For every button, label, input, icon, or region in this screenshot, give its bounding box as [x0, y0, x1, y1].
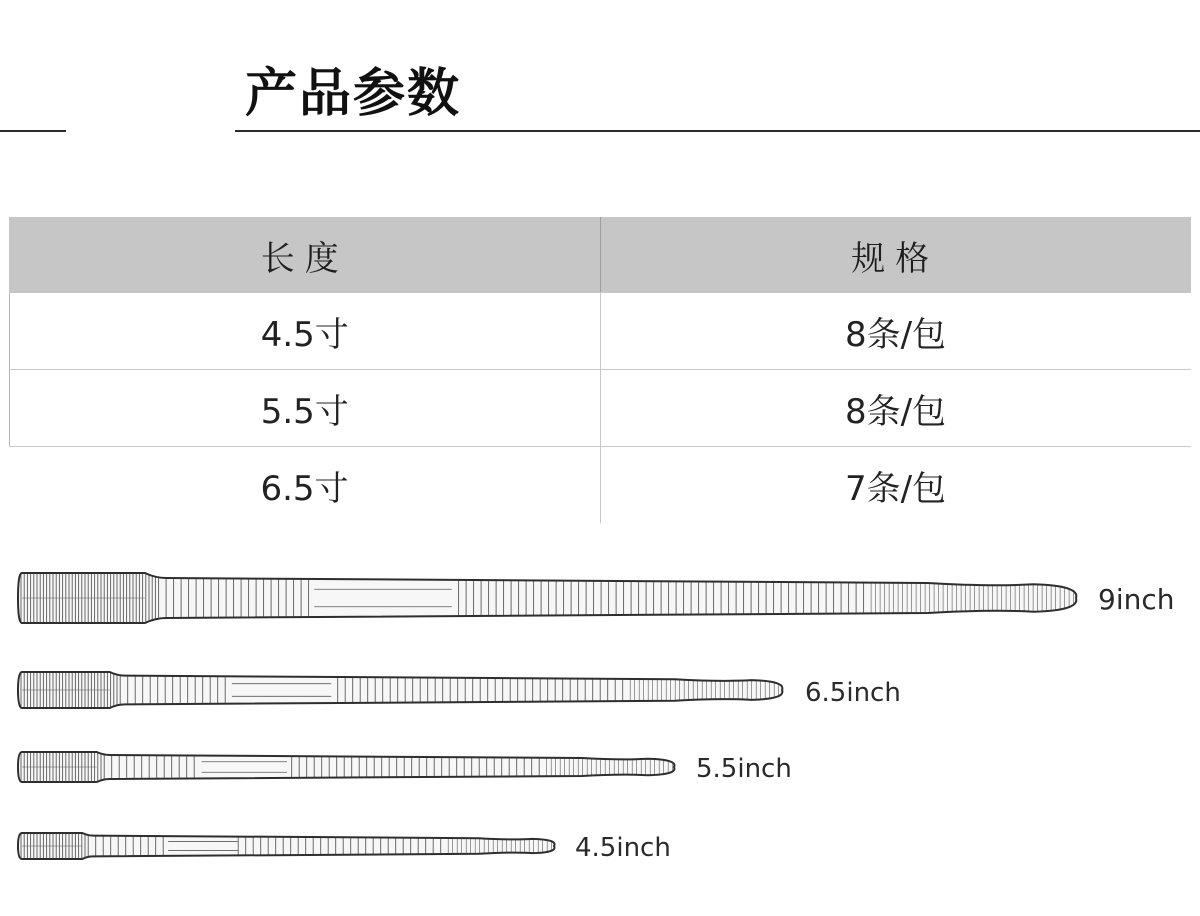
- table-header-row: [10, 218, 1191, 293]
- size-label-9inch: 9inch: [1098, 583, 1175, 616]
- lure-4-5inch: [18, 833, 671, 863]
- lure-9inch: [18, 573, 1174, 623]
- lure-6-5inch: [18, 672, 901, 708]
- size-label-4-5inch: 4.5inch: [575, 833, 671, 863]
- spec-table: [9, 217, 1191, 523]
- worm-9inch-icon: [18, 573, 1076, 623]
- table-row: [10, 370, 1191, 447]
- header-spec: 规格: [600, 218, 1191, 293]
- page-title: 产品参数: [245, 64, 462, 124]
- worm-6-5inch-icon: [18, 672, 782, 708]
- lure-size-diagram: [0, 550, 1200, 916]
- header-rule-right: [235, 130, 1200, 132]
- cell-length: 4.5寸: [10, 293, 601, 370]
- cell-length: 5.5寸: [10, 370, 601, 447]
- table-row: [10, 293, 1191, 370]
- header-rule-left: [0, 130, 66, 132]
- cell-spec: 8条/包: [600, 293, 1191, 370]
- table-row: [10, 447, 1191, 524]
- lure-5-5inch: [18, 752, 792, 784]
- cell-spec: 8条/包: [600, 370, 1191, 447]
- size-label-6-5inch: 6.5inch: [805, 678, 901, 708]
- worm-4-5inch-icon: [18, 833, 555, 859]
- worm-5-5inch-icon: [18, 752, 674, 782]
- size-label-5-5inch: 5.5inch: [696, 754, 792, 784]
- cell-spec: 7条/包: [600, 447, 1191, 524]
- header-length: 长度: [10, 218, 601, 293]
- cell-length: 6.5寸: [10, 447, 601, 524]
